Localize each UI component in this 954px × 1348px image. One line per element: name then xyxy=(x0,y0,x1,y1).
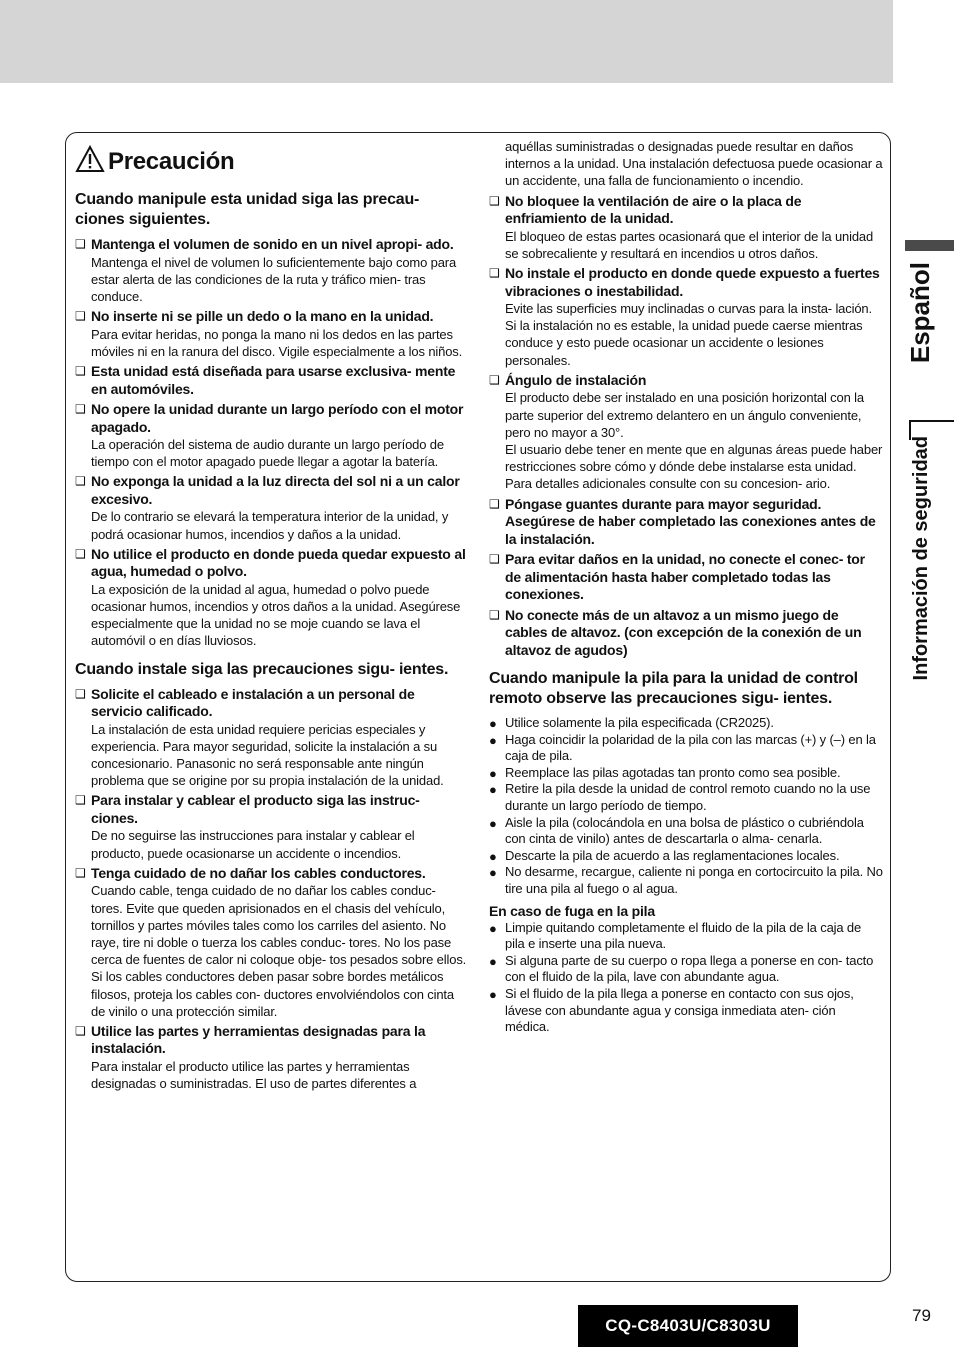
checkbox-icon: ❑ xyxy=(75,309,86,324)
caution-item xyxy=(489,607,883,660)
language-tab-label: Español xyxy=(905,262,935,364)
checkbox-icon: ❑ xyxy=(75,474,86,489)
list-item: ● Descarte la pila de acuerdo a las reglamentaciones locales. xyxy=(489,847,840,864)
bullet-icon: ● xyxy=(489,815,497,831)
item-heading: No utilice el producto en donde pueda quedar expuesto al agua, humedad o polvo. xyxy=(91,545,466,580)
item-heading: No bloquee la ventilación de aire o la placa de enfriamiento de la unidad. xyxy=(505,192,802,227)
caution-item xyxy=(489,265,883,369)
checkbox-icon: ❑ xyxy=(489,496,500,511)
item-body: El bloqueo de estas partes ocasionará que el interior de la unidad se sobrecaliente y resultará en incendios u otros daños. xyxy=(505,228,874,261)
caution-item xyxy=(75,792,468,861)
item-heading: Esta unidad está diseñada para usarse exclusiva- mente en automóviles. xyxy=(91,363,456,397)
checkbox-icon: ❑ xyxy=(489,266,500,281)
right-column xyxy=(489,138,883,1036)
language-tab-bar xyxy=(905,240,954,251)
item-heading: Mantenga el volumen de sonido en un nivel apropi- ado. xyxy=(91,236,454,252)
caution-item xyxy=(489,496,883,549)
list-item: ● Si alguna parte de su cuerpo o ropa llega a ponerse en con- tacto con el fluido de la pila, lave con abundante agua. xyxy=(489,952,874,985)
caution-item xyxy=(75,473,468,542)
page-number: 79 xyxy=(912,1306,931,1325)
list-item: ● Retire la pila desde la unidad de control remoto cuando no la use durante un largo período de tiempo. xyxy=(489,781,871,814)
continued-text: aquéllas suministradas o designadas puede resultar en daños internos a la unidad. Una instalación defectuosa puede ocasionar a un accidente, una falla de funcionamiento o incendio. xyxy=(505,139,883,189)
item-body: De no seguirse las instrucciones para instalar y cablear el producto, puede ocasionarse un accidente o incendios. xyxy=(91,828,415,861)
header-band xyxy=(0,0,893,83)
item-body: Evite las superficies muy inclinadas o curvas para la insta- lación. Si la instalación no es estable, la unidad puede caerse mientras conduce y esto puede ocasionar un accidente o lesiones personales. xyxy=(505,301,872,368)
item-body: La exposición de la unidad al agua, humedad o polvo puede ocasionar humos, incendios y otros daños a la unidad. Asegúrese especialmente que la unidad no se moje cuando se lava el automóvil o en días lluviosos. xyxy=(91,581,461,649)
bullet-icon: ● xyxy=(489,920,497,936)
item-heading: No instale el producto en donde quede expuesto a fuertes vibraciones o inestabilidad. xyxy=(505,265,880,299)
checkbox-icon: ❑ xyxy=(489,607,500,622)
caution-item xyxy=(75,1023,468,1092)
item-heading: Para evitar daños en la unidad, no conecte el conec- tor de alimentación hasta haber completado todas las conexiones. xyxy=(505,551,865,603)
checkbox-icon: ❑ xyxy=(75,793,86,808)
item-heading: No conecte más de un altavoz a un mismo juego de cables de altavoz. (con excepción de la conexión de un altavoz de agudos) xyxy=(505,606,862,658)
bullet-icon: ● xyxy=(489,716,497,732)
item-heading: Ángulo de instalación xyxy=(505,371,647,388)
item-body: Para instalar el producto utilice las partes y herramientas designadas o suministradas. El uso de partes diferentes a xyxy=(91,1058,417,1092)
model-badge: CQ-C8403U/C8303U xyxy=(578,1305,798,1347)
item-heading: No inserte ni se pille un dedo o la mano en la unidad. xyxy=(91,308,434,325)
bullet-icon: ● xyxy=(489,732,497,748)
item-body: El producto debe ser instalado en una posición horizontal con la parte superior del extremo delantero en un ángulo conveniente, pero no mayor a 30°. xyxy=(505,390,864,440)
bullet-icon: ● xyxy=(489,765,497,781)
item-heading: No opere la unidad durante un largo período con el motor apagado. xyxy=(91,401,464,435)
caution-item xyxy=(75,236,468,305)
list-item: ● No desarme, recargue, caliente ni ponga en cortocircuito la pila. No tire una pila al fuego o al agua. xyxy=(489,864,883,896)
caution-item xyxy=(75,686,468,790)
item-heading: Tenga cuidado de no dañar los cables conductores. xyxy=(91,864,426,881)
checkbox-icon: ❑ xyxy=(489,193,500,208)
section-heading: Cuando instale siga las precauciones sigu- ientes. xyxy=(75,660,449,678)
section-heading: Cuando manipule esta unidad siga las precau- ciones siguientes. xyxy=(75,191,420,228)
bullet-icon: ● xyxy=(489,865,497,881)
checkbox-icon: ❑ xyxy=(75,1023,86,1038)
title-row xyxy=(75,145,468,178)
list-item: ● Reemplace las pilas agotadas tan pronto como sea posible. xyxy=(489,764,841,781)
section-heading: Cuando manipule la pila para la unidad de control remoto observe las precauciones sigu- ientes. xyxy=(489,670,858,708)
item-body: Mantenga el nivel de volumen lo suficientemente bajo como para estar alerta de las condiciones de la ruta y tráfico mien- tras conduce. xyxy=(91,254,457,304)
checkbox-icon: ❑ xyxy=(75,402,86,417)
checkbox-icon: ❑ xyxy=(489,372,500,387)
item-heading: Para instalar y cablear el producto siga las instruc- ciones. xyxy=(91,792,420,826)
item-body: De lo contrario se elevará la temperatura interior de la unidad, y podrá ocasionar humos, incendios y daños a la unidad. xyxy=(91,509,449,542)
list-item: ● Si el fluido de la pila llega a ponerse en contacto con sus ojos, lávese con abundante agua y consiga inmediata aten- ción médica. xyxy=(489,985,854,1035)
caution-item xyxy=(75,865,468,1020)
item-body: La instalación de esta unidad requiere pericias especiales y experiencia. Para mayor seguridad, solicite la instalación a su concesionario. Panasonic no será responsable ante ningún problema que se origine por su propia instalación de la unidad. xyxy=(91,721,444,789)
item-heading: No exponga la unidad a la luz directa del sol ni a un calor excesivo. xyxy=(91,473,460,507)
item-heading: Utilice las partes y herramientas designadas para la instalación. xyxy=(91,1022,426,1057)
item-heading: Póngase guantes durante para mayor seguridad. Asegúrese de haber completado las conexiones antes de la instalación. xyxy=(505,495,876,547)
caution-item xyxy=(75,401,468,470)
tab-divider xyxy=(909,420,954,422)
list-item: ● Aisle la pila (colocándola en una bolsa de plástico o cubriéndola con cinta de vinilo) antes de descartarla o alma- cenarla. xyxy=(489,814,864,847)
checkbox-icon: ❑ xyxy=(75,686,86,701)
checkbox-icon: ❑ xyxy=(75,865,86,880)
caution-item xyxy=(489,193,883,262)
bullet-icon: ● xyxy=(489,953,497,969)
caution-item xyxy=(75,546,468,650)
caution-item xyxy=(75,308,468,360)
list-item: ● Limpie quitando completamente el fluido de la pila de la caja de pila e inserte una pila nueva. xyxy=(489,919,862,952)
item-heading: Solicite el cableado e instalación a un personal de servicio calificado. xyxy=(91,685,415,720)
item-body: Para evitar heridas, no ponga la mano ni los dedos en las partes móviles ni en la ranura del disco. Vigile especialmente a los niños. xyxy=(91,326,463,359)
subsection-heading: En caso de fuga en la pila xyxy=(489,902,655,919)
left-column xyxy=(75,140,468,1095)
item-body: La operación del sistema de audio durante un largo período de tiempo con el motor apagado puede llegar a agotar la batería. xyxy=(91,437,444,470)
warning-icon xyxy=(75,145,105,178)
page-title: Precaución xyxy=(108,147,235,175)
checkbox-icon: ❑ xyxy=(75,364,86,379)
checkbox-icon: ❑ xyxy=(489,552,500,567)
list-item: ● Utilice solamente la pila especificada (CR2025). xyxy=(489,715,774,732)
bullet-icon: ● xyxy=(489,782,497,798)
checkbox-icon: ❑ xyxy=(75,237,86,251)
item-body: El usuario debe tener en mente que en algunas áreas puede haber restricciones sobre cómo y dónde debe instalarse esta unidad. Para detalles adicionales consulte con su concesion- ario. xyxy=(505,441,883,492)
caution-item xyxy=(75,363,468,398)
checkbox-icon: ❑ xyxy=(75,546,86,561)
caution-item xyxy=(489,551,883,604)
list-item: ● Haga coincidir la polaridad de la pila con las marcas (+) y (–) en la caja de pila. xyxy=(489,731,876,764)
bullet-icon: ● xyxy=(489,986,497,1002)
section-tab-label: Información de seguridad xyxy=(910,436,932,681)
caution-item xyxy=(489,372,883,493)
item-body: Cuando cable, tenga cuidado de no dañar los cables conduc- tores. Evite que queden aprisionados en el chasis del vehículo, tornillos y partes móviles tales como los carriles del asiento. No raye, tire ni doble o tuerza los cables conduc- tores. No los pase cerca de fuentes de calor ni coloque obje- tos pesados sobre ellos. Si los cables conductores deben pasar sobre bordes metálicos filosos, proteja los cables con- ductores envolviéndolos con cinta de vinilo o una protección similar. xyxy=(91,883,467,1019)
bullet-icon: ● xyxy=(489,848,497,864)
